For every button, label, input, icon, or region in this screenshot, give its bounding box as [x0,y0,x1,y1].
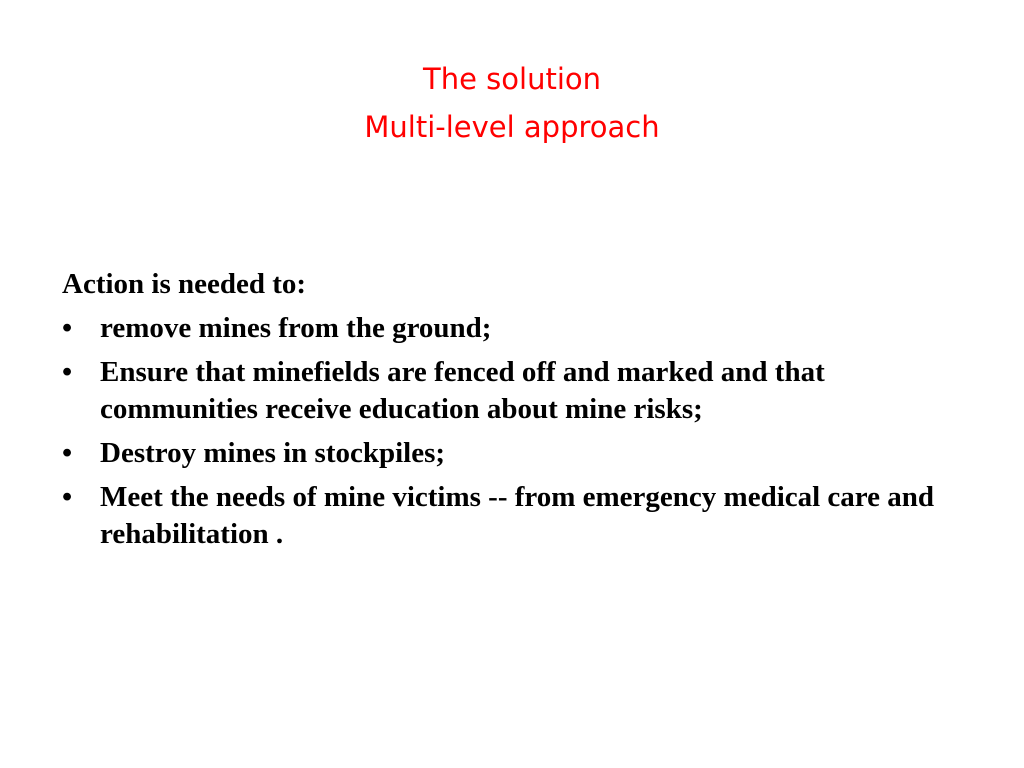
list-item [62,310,982,347]
bullet-list [62,310,982,553]
list-item [62,479,982,553]
list-item [62,435,982,472]
title-line-1: The solution [423,62,601,96]
title-line-2: Multi-level approach [364,110,660,144]
bullet-icon: • [62,437,73,469]
intro-text: Action is needed to: [62,268,307,300]
list-item-text: Destroy mines in stockpiles; [100,437,446,469]
slide-title [0,55,1024,151]
list-item-text: Meet the needs of mine victims -- from emergency medical care and rehabilitation . [100,481,935,550]
list-item-text: Ensure that minefields are fenced off and marked and that communities receive education about mine risks; [100,356,825,425]
bullet-icon: • [62,481,73,513]
bullet-icon: • [62,356,73,388]
bullet-icon: • [62,312,73,344]
slide-body [62,266,982,560]
list-item-text: remove mines from the ground; [100,312,492,344]
list-item [62,354,982,428]
